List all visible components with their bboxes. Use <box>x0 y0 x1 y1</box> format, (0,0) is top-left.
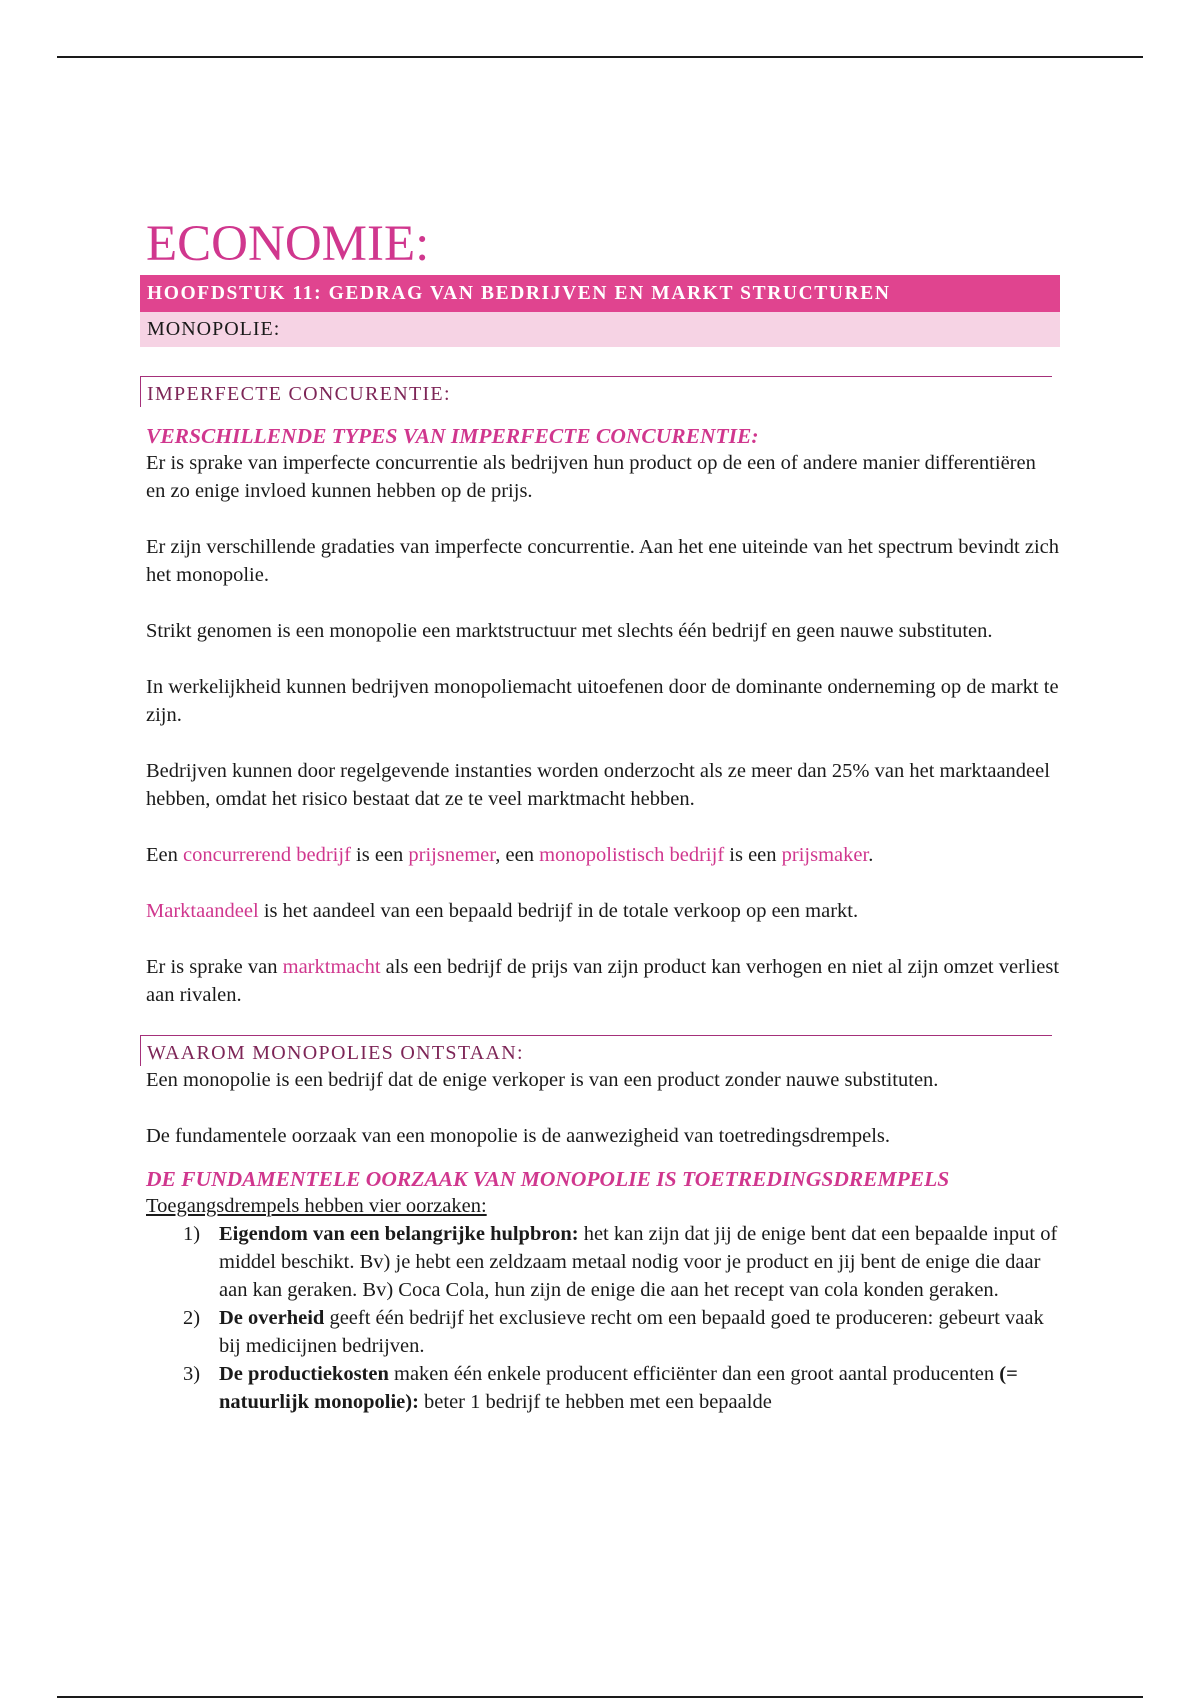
section-heading-why-monopolies: WAAROM MONOPOLIES ONTSTAAN: <box>140 1035 1052 1066</box>
bottom-rule <box>57 1696 1143 1698</box>
list-intro: Toegangsdrempels hebben vier oorzaken: <box>146 1195 487 1217</box>
subtitle-banner: MONOPOLIE: <box>140 312 1060 347</box>
paragraph: Strikt genomen is een monopolie een marktstructuur met slechts één bedrijf en geen nauwe substituten. <box>146 620 993 642</box>
subheading-barriers: DE FUNDAMENTELE OORZAAK VAN MONOPOLIE IS TOETREDINGSDREMPELS <box>146 1167 950 1191</box>
paragraph: Een monopolie is een bedrijf dat de enige verkoper is van een product zonder nauwe substituten. <box>146 1069 939 1091</box>
paragraph: Bedrijven kunnen door regelgevende instanties worden onderzocht als ze meer dan 25% van het marktaandeel hebben, omdat het risico bestaat dat ze te veel marktmacht hebben. <box>146 760 1050 810</box>
term-market-share: Marktaandeel <box>146 900 259 922</box>
term-price-taker: prijsnemer <box>408 844 496 866</box>
list-item: 1) Eigendom van een belangrijke hulpbron: het kan zijn dat jij de enige bent dat een bepaalde input of middel beschikt. Bv) je hebt een zeldzaam metaal nodig voor je product en jij bent de enige die daar aan kan geraken. Bv) Coca Cola, hun zijn de enige die aan het recept van cola konden geraken. <box>183 1223 1058 1301</box>
term-market-power: marktmacht <box>282 956 381 978</box>
chapter-banner: HOOFDSTUK 11: GEDRAG VAN BEDRIJVEN EN MARKT STRUCTUREN <box>140 275 1060 312</box>
paragraph-price-taker: Een concurrerend bedrijf is een prijsnemer, een monopolistisch bedrijf is een prijsmaker. <box>146 844 874 866</box>
section-heading-imperfect-competition: IMPERFECTE CONCURENTIE: <box>140 376 1052 407</box>
causes-list <box>140 1220 1060 1416</box>
term-monopolistic-firm: monopolistisch bedrijf <box>539 844 725 866</box>
paragraph: Er is sprake van imperfecte concurrentie als bedrijven hun product op de een of andere manier differentiëren en zo enige invloed kunnen hebben op de prijs. <box>146 452 1036 502</box>
paragraph: Er zijn verschillende gradaties van imperfecte concurrentie. Aan het ene uiteinde van het spectrum bevindt zich het monopolie. <box>146 536 1060 586</box>
top-rule <box>57 56 1143 58</box>
subheading-types: VERSCHILLENDE TYPES VAN IMPERFECTE CONCURENTIE: <box>146 424 759 448</box>
document-title: ECONOMIE: <box>146 216 430 272</box>
paragraph-market-power: Er is sprake van marktmacht als een bedrijf de prijs van zijn product kan verhogen en niet al zijn omzet verliest aan rivalen. <box>146 956 1060 1006</box>
term-competitive-firm: concurrerend bedrijf <box>183 844 351 866</box>
document-body <box>140 215 1060 1416</box>
list-item: 2) De overheid geeft één bedrijf het exclusieve recht om een bepaald goed te produceren: gebeurt vaak bij medicijnen bedrijven. <box>183 1307 1044 1357</box>
paragraph-market-share: Marktaandeel is het aandeel van een bepaald bedrijf in de totale verkoop op een markt. <box>146 900 859 922</box>
term-price-maker: prijsmaker <box>781 844 869 866</box>
paragraph: De fundamentele oorzaak van een monopolie is de aanwezigheid van toetredingsdrempels. <box>146 1125 890 1147</box>
list-item: 3) De productiekosten maken één enkele producent efficiënter dan een groot aantal producenten (= natuurlijk monopolie): beter 1 bedrijf te hebben met een bepaalde <box>183 1363 1018 1413</box>
paragraph: In werkelijkheid kunnen bedrijven monopoliemacht uitoefenen door de dominante onderneming op de markt te zijn. <box>146 676 1059 726</box>
